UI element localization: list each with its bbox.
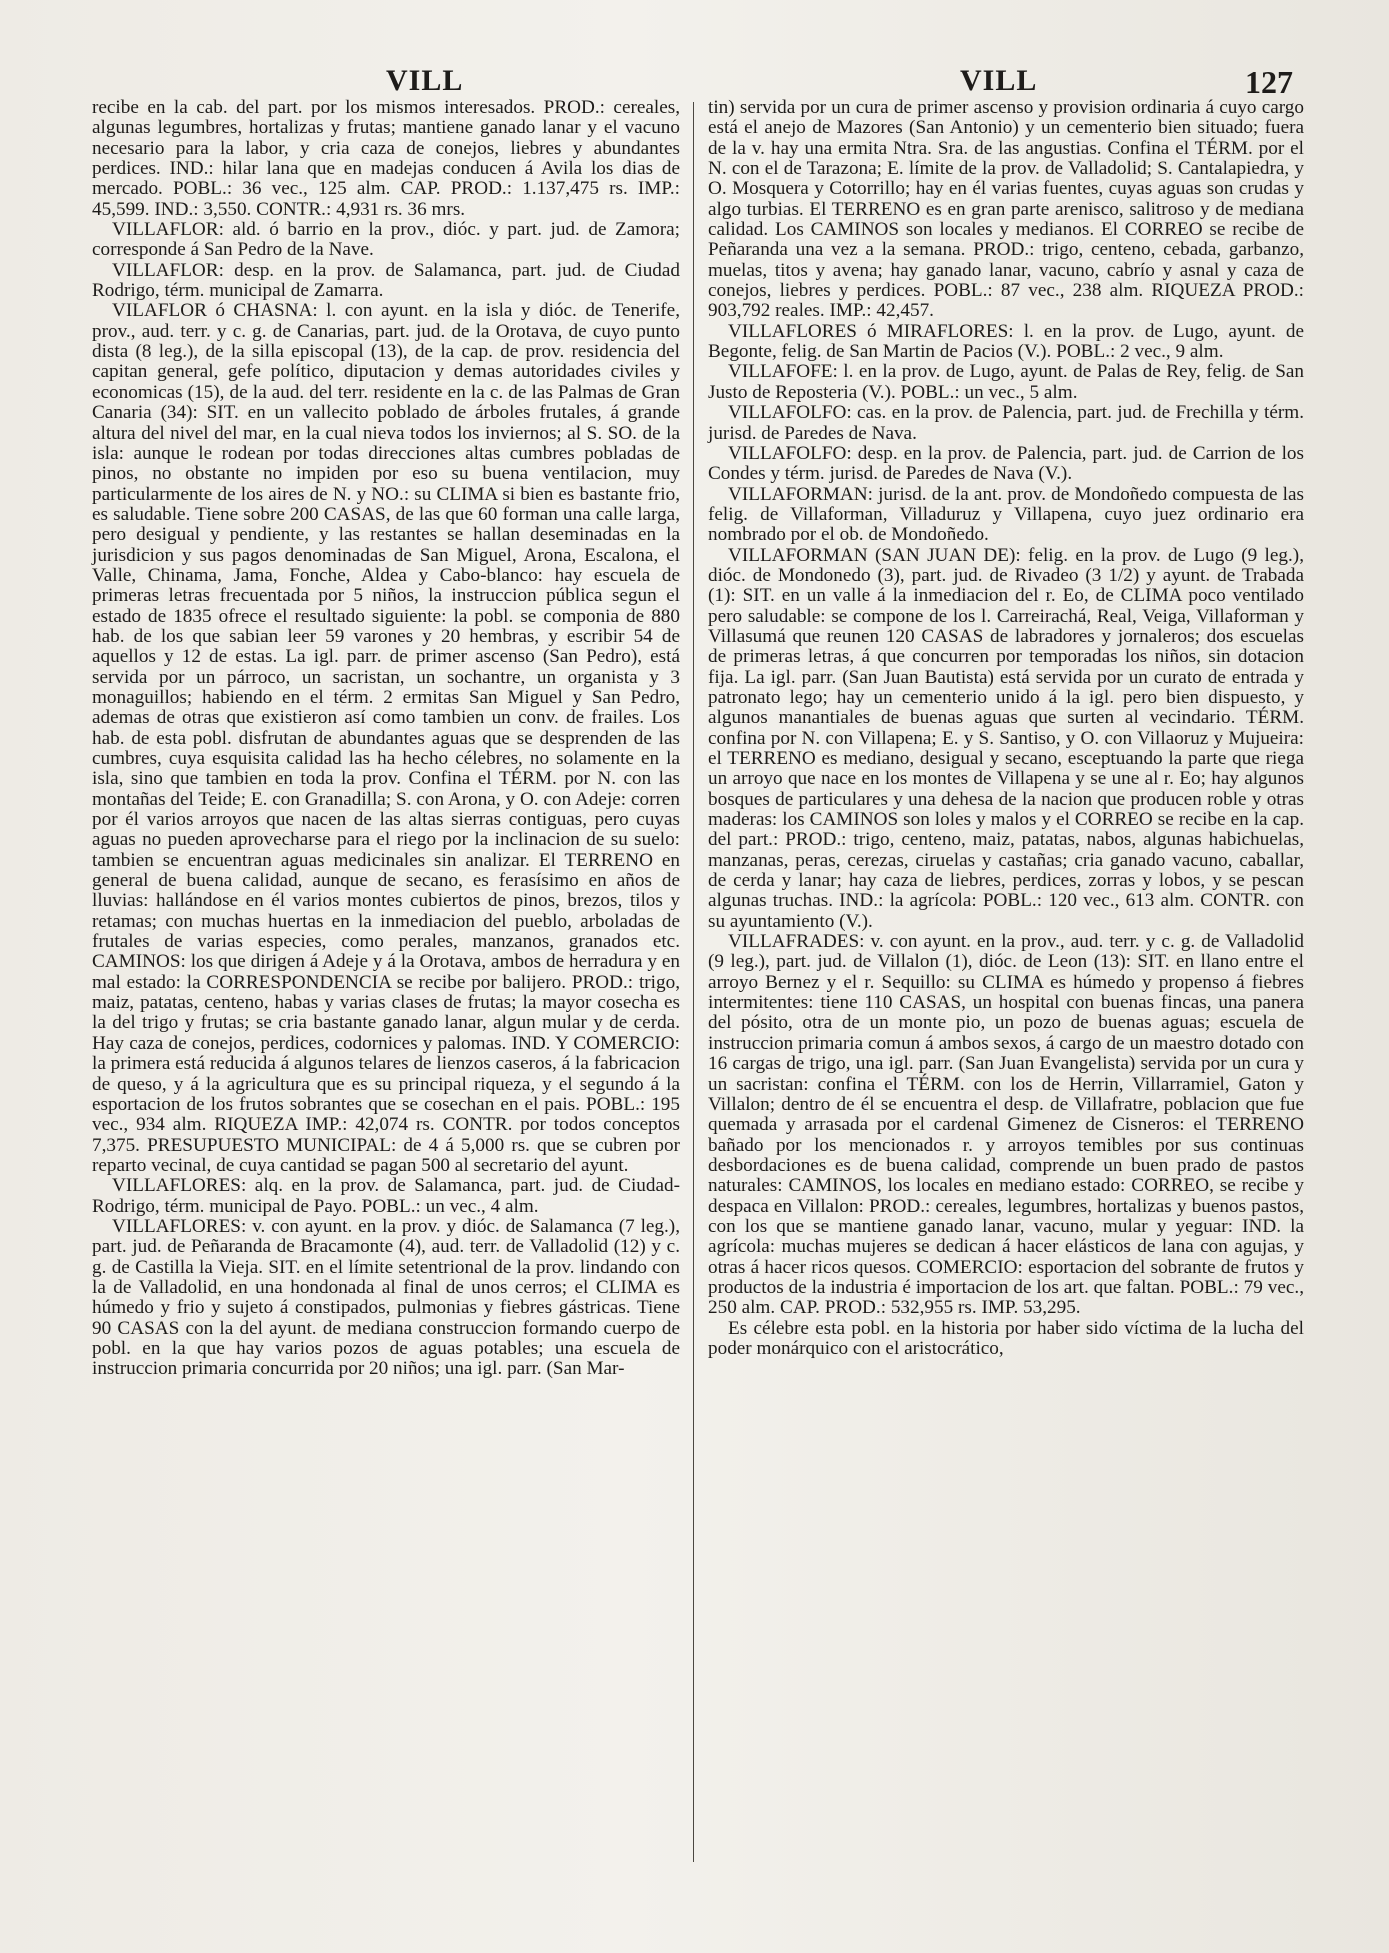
entry-vilaflor-chasna: VILAFLOR ó CHASNA: l. con ayunt. en la isla y dióc. de Tenerife, prov., aud. terr. y c. g. de Canarias, part. jud. de la Orotava, de cuyo punto dista (8 leg.), de la silla episcopal (13), de la cap. de prov. residencia del capitan general, gefe político, diputacion y demas autoridades civiles y economicas (15), de la aud. del terr. residente en la c. de las Palmas de Gran Canaria (34): SIT. en un vallecito poblado de árboles frutales, á grande altura del nivel del mar, en la cual nieva todos los inviernos; al S. SO. de la isla: aunque le rodean por todas direcciones altas cumbres pobladas de pinos, no obstante no impiden por eso su buena ventilacion, muy particularmente de los aires de N. y NO.: su CLIMA si bien es bastante frio, es saludable. Tiene sobre 200 CASAS, de las que 60 forman una calle larga, pero desigual y pendiente, y las restantes se hallan deseminadas en la jurisdicion y sus pagos denominadas de San Miguel, Arona, Escalona, el Valle, Chinama, Jama, Fonche, Aldea y Cabo-blanco: hay escuela de primeras letras frecuentada por 5 niños, la instruccion pública segun el estado de 1835 ofrece el resultado siguiente: la pobl. se componia de 880 hab. de los que sabian leer 59 varones y 20 hembras, y escribir 54 de aquellos y 12 de estas. La igl. parr. de primer ascenso (San Pedro), está servida por un párroco, un sacristan, un sochantre, un organista y 3 monaguillos; habiendo en el térm. 2 ermitas San Miguel y San Pedro, ademas de otras que existieron así como tambien un conv. de frailes. Los hab. de esta pobl. disfrutan de abundantes aguas que se desprenden de las cumbres, cuya esquisita calidad las ha hecho célebres, no solamente en la isla, sino que tambien en toda la prov. Confina el TÉRM. por N. con las montañas del Teide; E. con Granadilla; S. con Arona, y O. con Adeje: corren por él varios arroyos que nacen de las altas sierras contiguas, pero cuyas aguas no pueden aprovecharse para el riego por la inclinacion de su suelo: tambien se encuentran aguas medicinales sin analizar. El TERRENO en general de buena calidad, aunque de secano, es ferasísimo en años de lluvias: hallándose en él varios montes cubiertos de pinos, brezos, tilos y retamas; con muchas huertas en la inmediacion del pueblo, arboladas de frutales de varias especies, como perales, manzanos, granados etc. CAMINOS: los que dirigen á Adeje y á la Orotava, ambos de herradura y en mal estado: la CORRESPONDENCIA se recibe por balijero. PROD.: trigo, maiz, patatas, centeno, habas y varias clases de frutas; la mayor cosecha es la del trigo y frutas; se cria bastante ganado lanar, algun mular y de cerda. Hay caza de conejos, perdices, codornices y palomas. IND. Y COMERCIO: la primera está reducida á algunos telares de lienzos caseros, á la fabricacion de queso, y á la agricultura que es su principal riqueza, y el segundo á la esportacion de los frutos sobrantes que se cosechan en el pais. POBL.: 195 vec., 934 alm. RIQUEZA IMP.: 42,074 rs. CONTR. por todos conceptos 7,375. PRESUPUESTO MUNICIPAL: de 4 á 5,000 rs. que se cubren por reparto vecinal, de cuya cantidad se pagan 500 al secretario del ayunt. — [92, 300, 680, 1176]
entry-villaforman-jurisd: VILLAFORMAN: jurisd. de la ant. prov. de Mondoñedo compuesta de las felig. de Villaforman, Villaduruz y Villapena, cuyo juez ordinario era nombrado por el ob. de Mondoñedo. — [708, 483, 1304, 546]
entry-villafrades: VILLAFRADES: v. con ayunt. en la prov., aud. terr. y c. g. de Valladolid (9 leg.), part. jud. de Villalon (1), dióc. de Leon (13): SIT. en llano entre el arroyo Bernez y el r. Sequillo: su CLIMA es húmedo y propenso á fiebres intermitentes: tiene 110 CASAS, un hospital con buenas fincas, una panera del pósito, otra de un monte pio, un pozo de buenas aguas; escuela de instruccion primaria comun á ambos sexos, á cargo de un maestro dotado con 16 cargas de trigo, una igl. parr. (San Juan Evangelista) servida por un cura y un sacristan: confina el TÉRM. con los de Herrin, Villarramiel, Gaton y Villalon; dentro de él se encuentra el desp. de Villafratre, poblacion que fue quemada y arrasada por el cardenal Gimenez de Cisneros: el TERRENO bañado por los mencionados r. y arroyos temibles por sus continuas desbordaciones es de buena calidad, comprende un buen prado de pastos naturales: CAMINOS, los locales en mediano estado: CORREO, se recibe y despaca en Villalon: PROD.: cereales, legumbres, hortalizas y buenos pastos, con los que se mantiene ganado lanar, vacuno, mular y yeguar: IND. la agrícola: muchas mujeres se dedican á hacer elásticos de lana con agujas, y otras á hacer ricos quesos. COMERCIO: esportacion del sobrante de frutos y productos de la industria é importacion de los art. que faltan. POBL.: 79 vec., 250 alm. CAP. PROD.: 532,955 rs. IMP. 53,295. — [708, 931, 1304, 1319]
entry-villafrades-history: Es célebre esta pobl. en la historia por haber sido víctima de la lucha del poder monárquico con el aristocrático, — [708, 1317, 1304, 1359]
left-column — [92, 98, 680, 1380]
page-number: 127 — [1245, 64, 1293, 100]
entry-villaflor-zamora: VILLAFLOR: ald. ó barrio en la prov., dióc. y part. jud. de Zamora; corresponde á San Pedro de la Nave. — [92, 219, 680, 261]
right-column — [708, 98, 1304, 1359]
column-divider — [693, 102, 694, 1862]
entry-villaforman-san-juan: VILLAFORMAN (SAN JUAN DE): felig. en la prov. de Lugo (9 leg.), dióc. de Mondonedo (3), part. jud. de Rivadeo (3 1/2) y ayunt. de Trabada (1): SIT. en un valle á la inmediacion del r. Eo, de CLIMA poco ventilado pero saludable: se compone de los l. Carreirachá, Real, Veiga, Villaforman y Villasumá que reunen 120 CASAS de labradores y jornaleros; dos escuelas de primeras letras, á que concurren por temporadas los niños, sin dotacion fija. La igl. parr. (San Juan Bautista) está servida por un curato de entrada y patronato lego; hay un cementerio unido á la igl. pero bien dispuesto, y algunos manantiales de buenas aguas que surten al vecindario. TÉRM. confina por N. con Villapena; E. y S. Santiso, y O. con Villaoruz y Mujueira: el TERRENO es mediano, desigual y secano, esceptuando la parte que riega un arroyo que nace en los montes de Villapena y se une al r. Eo; hay algunos bosques de particulares y una dehesa de la nacion que producen roble y otras maderas: los CAMINOS son loles y malos y el CORREO se recibe en la cap. del part.: PROD.: trigo, centeno, maiz, patatas, nabos, algunas habichuelas, manzanas, peras, cerezas, ciruelas y castañas; cria ganado vacuno, caballar, de cerda y lanar; hay caza de liebres, perdices, zorras y lobos, y se pescan algunas truchas. IND.: la agrícola: POBL.: 120 vec., 613 alm. CONTR. con su ayuntamiento (V.). — [708, 544, 1304, 932]
left-running-head: VILL — [386, 64, 464, 97]
entry-villaflores-v: VILLAFLORES: v. con ayunt. en la prov. y dióc. de Salamanca (7 leg.), part. jud. de Peñaranda de Bracamonte (4), aud. terr. de Valladolid (12) y c. g. de Castilla la Vieja. SIT. en el límite setentrional de la prov. lindando con la de Valladolid, en una hondonada al final de unos cerros; el CLIMA es húmedo y frio y sujeto á constipados, pulmonias y fiebres gástricas. Tiene 90 CASAS con la del ayunt. de mediana construccion formando cuerpo de pobl. en la que hay varios pozos de aguas potables; una escuela de instruccion primaria concurrida por 20 niños; una igl. parr. (San Mar- — [92, 1215, 680, 1380]
entry-villaflores-alq: VILLAFLORES: alq. en la prov. de Salamanca, part. jud. de Ciudad-Rodrigo, térm. municipal de Payo. POBL.: un vec., 4 alm. — [92, 1175, 680, 1217]
right-running-head: VILL — [960, 64, 1038, 97]
entry-continuation: recibe en la cab. del part. por los mismos interesados. PROD.: cereales, algunas legumbres, hortalizas y frutas; mantiene ganado lanar y el vacuno necesario para la labor, y cria caza de conejos, liebres y abundantes perdices. IND.: hilar lana que en madejas conducen á Avila los dias de mercado. POBL.: 36 vec., 125 alm. CAP. PROD.: 1.137,475 rs. IMP.: 45,599. IND.: 3,550. CONTR.: 4,931 rs. 36 mrs. — [92, 97, 680, 220]
entry-villaflores-miraflores: VILLAFLORES ó MIRAFLORES: l. en la prov. de Lugo, ayunt. de Begonte, felig. de San Martin de Pacios (V.). POBL.: 2 vec., 9 alm. — [708, 320, 1304, 363]
entry-villafofe: VILLAFOFE: l. en la prov. de Lugo, ayunt. de Palas de Rey, felig. de San Justo de Reposteria (V.). POBL.: un vec., 5 alm. — [708, 361, 1304, 403]
entry-villaflor-salamanca: VILLAFLOR: desp. en la prov. de Salamanca, part. jud. de Ciudad Rodrigo, térm. municipal de Zamarra. — [92, 259, 680, 302]
entry-continuation-right: tin) servida por un cura de primer ascenso y provision ordinaria á cuyo cargo está el anejo de Mazores (San Antonio) y un cementerio bien situado; fuera de la v. hay una ermita Ntra. Sra. de las angustias. Confina el TÉRM. por el N. con el de Tarazona; E. límite de la prov. de Valladolid; S. Cantalapiedra, y O. Mosquera y Cotorrillo; hay en él varias fuentes, cuyas aguas son crudas y algo turbias. El TERRENO es en gran parte arenisco, salitroso y de mediana calidad. Los CAMINOS son locales y medianos. El CORREO se recibe de Peñaranda una vez a la semana. PROD.: trigo, centeno, cebada, garbanzo, muelas, titos y avena; hay ganado lanar, vacuno, cabrío y asnal y caza de conejos, liebres y perdices. POBL.: 87 vec., 238 alm. RIQUEZA PROD.: 903,792 reales. IMP.: 42,457. — [708, 97, 1304, 322]
entry-villafolfo-cas: VILLAFOLFO: cas. en la prov. de Palencia, part. jud. de Frechilla y térm. jurisd. de Paredes de Nava. — [708, 402, 1304, 444]
entry-villafolfo-desp: VILLAFOLFO: desp. en la prov. de Palencia, part. jud. de Carrion de los Condes y térm. jurisd. de Paredes de Nava (V.). — [708, 442, 1304, 485]
